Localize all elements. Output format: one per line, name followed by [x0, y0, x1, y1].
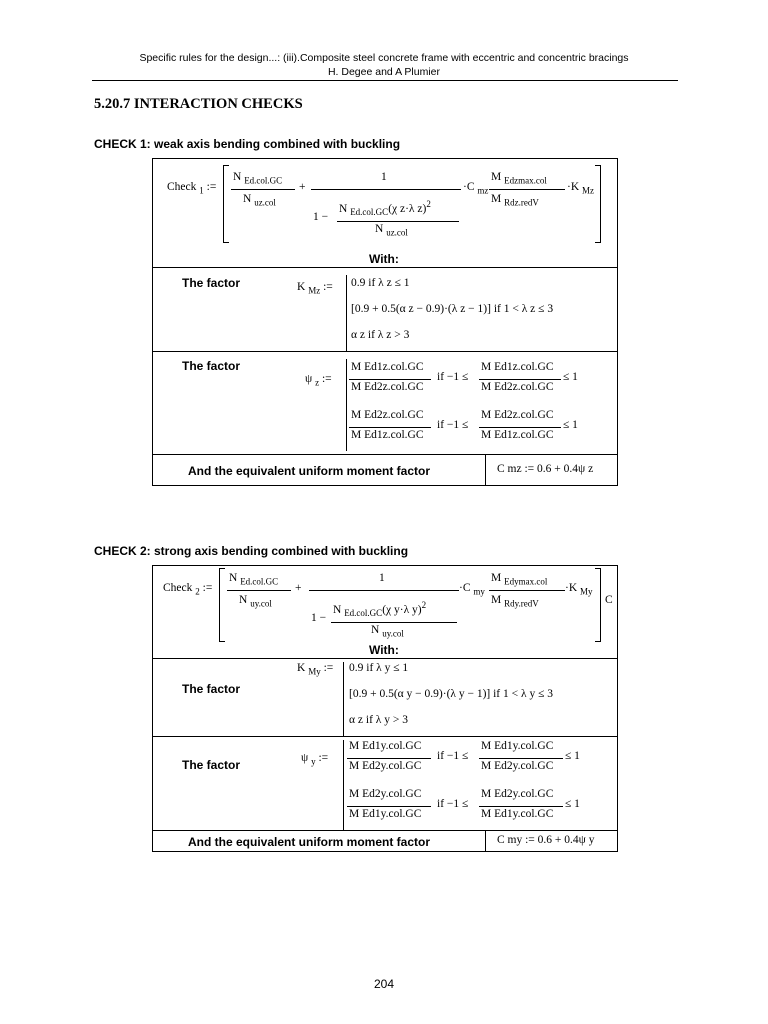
- check2-moment-label: And the equivalent uniform moment factor: [188, 835, 431, 849]
- check1-one-minus: 1 −: [313, 211, 329, 223]
- check2-r1-b-num: M Ed1y.col.GC: [481, 740, 554, 752]
- check1-plus: +: [299, 181, 306, 193]
- check2-term1-fraction-bar: [227, 590, 291, 591]
- check2-r1-a-den: M Ed2y.col.GC: [349, 760, 422, 772]
- check2-right-bracket: [595, 568, 601, 642]
- check2-factor2-lhs: ψ $_y$ :=: [301, 752, 329, 767]
- check1-k: ·K $_{Mz}$: [567, 181, 595, 196]
- check1-r2-a-den: M Ed1z.col.GC: [351, 429, 424, 441]
- check1-r2-b-num: M Ed2z.col.GC: [481, 409, 554, 421]
- check2-inner-denominator: N $_{uy.col}$: [371, 624, 404, 639]
- check1-left-bracket: [223, 165, 229, 243]
- running-header-authors: H. Degee and A Plumier: [327, 66, 441, 78]
- check1-term2-fraction-bar: [311, 189, 461, 190]
- check1-factor2-label: The factor: [182, 359, 241, 373]
- check2-term3-denominator: M $_{Rdy.redV}$: [491, 594, 539, 609]
- check2-factor2-label: The factor: [182, 758, 241, 772]
- header-rule: [92, 80, 678, 81]
- check2-r2-a-num: M Ed2y.col.GC: [349, 788, 422, 800]
- check2-term3-numerator: M $_{Edymax.col}$: [491, 572, 548, 587]
- check1-r1-a-num: M Ed1z.col.GC: [351, 361, 424, 373]
- check1-term1-denominator: N $_{uz.col}$: [243, 193, 276, 208]
- check2-factor2-brace: [343, 740, 344, 830]
- check1-factor1-brace: [346, 275, 347, 351]
- check1-inner-numerator: N $_{Ed.col.GC}$(χ z·λ z)$^2$: [339, 199, 431, 218]
- check1-factor1-row2: [0.9 + 0.5(α z − 0.9)·(λ z − 1)] if 1 < λ z ≤ 3: [351, 303, 554, 315]
- check1-factor1-label: The factor: [182, 276, 241, 290]
- check2-r1-cond: if −1 ≤: [437, 750, 469, 762]
- check2-r2-end: ≤ 1: [565, 798, 580, 810]
- check1-right-bracket: [595, 165, 601, 243]
- check1-term3-numerator: M $_{Edzmax.col}$: [491, 171, 547, 186]
- check2-term2-fraction-bar: [309, 590, 459, 591]
- check1-heading: CHECK 1: weak axis bending combined with buckling: [94, 137, 401, 151]
- fraction-bar: [347, 758, 431, 759]
- check1-factor2-brace: [346, 359, 347, 451]
- check2-table: [152, 565, 618, 852]
- check2-r2-b-den: M Ed1y.col.GC: [481, 808, 554, 820]
- fraction-bar: [479, 427, 561, 428]
- check2-left-bracket: [219, 568, 225, 642]
- running-header-title: Specific rules for the design...: (iii).Composite steel concrete frame with eccentric and concentric bracings: [139, 52, 629, 64]
- check2-factor1-brace: [343, 662, 344, 736]
- check2-r1-a-num: M Ed1y.col.GC: [349, 740, 422, 752]
- check1-factor2-lhs: ψ $_z$ :=: [305, 373, 332, 388]
- check1-term3-fraction-bar: [489, 189, 565, 190]
- check1-r1-b-num: M Ed1z.col.GC: [481, 361, 554, 373]
- check2-inner-numerator: N $_{Ed.col.GC}$(χ y·λ y)$^2$: [333, 600, 427, 619]
- check1-factor1-row3: α z if λ z > 3: [351, 329, 410, 341]
- row-divider: [153, 658, 617, 659]
- check2-factor1-row3: α z if λ y > 3: [349, 714, 408, 726]
- check1-r2-b-den: M Ed1z.col.GC: [481, 429, 554, 441]
- fraction-bar: [479, 379, 561, 380]
- check2-factor1-lhs: K $_{My}$ :=: [297, 662, 334, 677]
- check1-r1-cond: if −1 ≤: [437, 371, 469, 383]
- check1-moment-label: And the equivalent uniform moment factor: [188, 464, 431, 478]
- row-divider: [153, 351, 617, 352]
- check1-term1-fraction-bar: [231, 189, 295, 190]
- row-divider: [153, 454, 617, 455]
- check1-r2-cond: if −1 ≤: [437, 419, 469, 431]
- fraction-bar: [349, 379, 431, 380]
- cell-divider: [485, 830, 486, 851]
- check2-inner-fraction-bar: [331, 622, 457, 623]
- check1-r1-end: ≤ 1: [563, 371, 578, 383]
- fraction-bar: [349, 427, 431, 428]
- check2-r1-end: ≤ 1: [565, 750, 580, 762]
- check1-cm: ·C $_{mz}$: [463, 181, 489, 196]
- row-divider: [153, 830, 617, 831]
- page-number: 204: [373, 977, 395, 991]
- check2-moment-formula: C my := 0.6 + 0.4ψ y: [497, 834, 595, 846]
- fraction-bar: [347, 806, 431, 807]
- check1-factor1-row1: 0.9 if λ z ≤ 1: [351, 277, 410, 289]
- section-title: 5.20.7 INTERACTION CHECKS: [94, 96, 303, 112]
- check2-factor1-label: The factor: [182, 682, 241, 696]
- check2-r1-b-den: M Ed2y.col.GC: [481, 760, 554, 772]
- row-divider: [153, 267, 617, 268]
- check2-plus: +: [295, 582, 302, 594]
- check2-one-minus: 1 −: [311, 612, 327, 624]
- check1-inner-fraction-bar: [337, 221, 459, 222]
- check2-with: With:: [369, 643, 399, 657]
- check2-cm: ·C $_{my}$: [459, 582, 485, 597]
- check2-trailing: C: [605, 594, 613, 606]
- check1-r2-end: ≤ 1: [563, 419, 578, 431]
- check2-factor1-row1: 0.9 if λ y ≤ 1: [349, 662, 409, 674]
- check2-r2-a-den: M Ed1y.col.GC: [349, 808, 422, 820]
- check2-heading: CHECK 2: strong axis bending combined with buckling: [94, 544, 409, 558]
- check1-moment-formula: C mz := 0.6 + 0.4ψ z: [497, 463, 594, 475]
- check1-r2-a-num: M Ed2z.col.GC: [351, 409, 424, 421]
- check2-term3-fraction-bar: [489, 590, 565, 591]
- check2-term1-numerator: N $_{Ed.col.GC}$: [229, 572, 279, 587]
- row-divider: [153, 736, 617, 737]
- check1-table: [152, 158, 618, 486]
- check1-lhs: Check $_1$ :=: [167, 181, 217, 196]
- check2-term2-numerator: 1: [379, 572, 385, 584]
- cell-divider: [485, 454, 486, 485]
- check2-factor1-row2: [0.9 + 0.5(α y − 0.9)·(λ y − 1)] if 1 < λ y ≤ 3: [349, 688, 554, 700]
- check2-lhs: Check $_2$ :=: [163, 582, 213, 597]
- check2-k: ·K $_{My}$: [565, 582, 593, 597]
- check1-term2-numerator: 1: [381, 171, 387, 183]
- check1-term1-numerator: N $_{Ed.col.GC}$: [233, 171, 283, 186]
- check1-inner-denominator: N $_{uz.col}$: [375, 223, 408, 238]
- fraction-bar: [479, 758, 563, 759]
- check1-r1-b-den: M Ed2z.col.GC: [481, 381, 554, 393]
- check2-r2-cond: if −1 ≤: [437, 798, 469, 810]
- check1-with: With:: [369, 252, 399, 266]
- fraction-bar: [479, 806, 563, 807]
- check1-term3-denominator: M $_{Rdz.redV}$: [491, 193, 539, 208]
- check2-term1-denominator: N $_{uy.col}$: [239, 594, 272, 609]
- check1-factor1-lhs: K $_{Mz}$ :=: [297, 281, 333, 296]
- check1-r1-a-den: M Ed2z.col.GC: [351, 381, 424, 393]
- check2-r2-b-num: M Ed2y.col.GC: [481, 788, 554, 800]
